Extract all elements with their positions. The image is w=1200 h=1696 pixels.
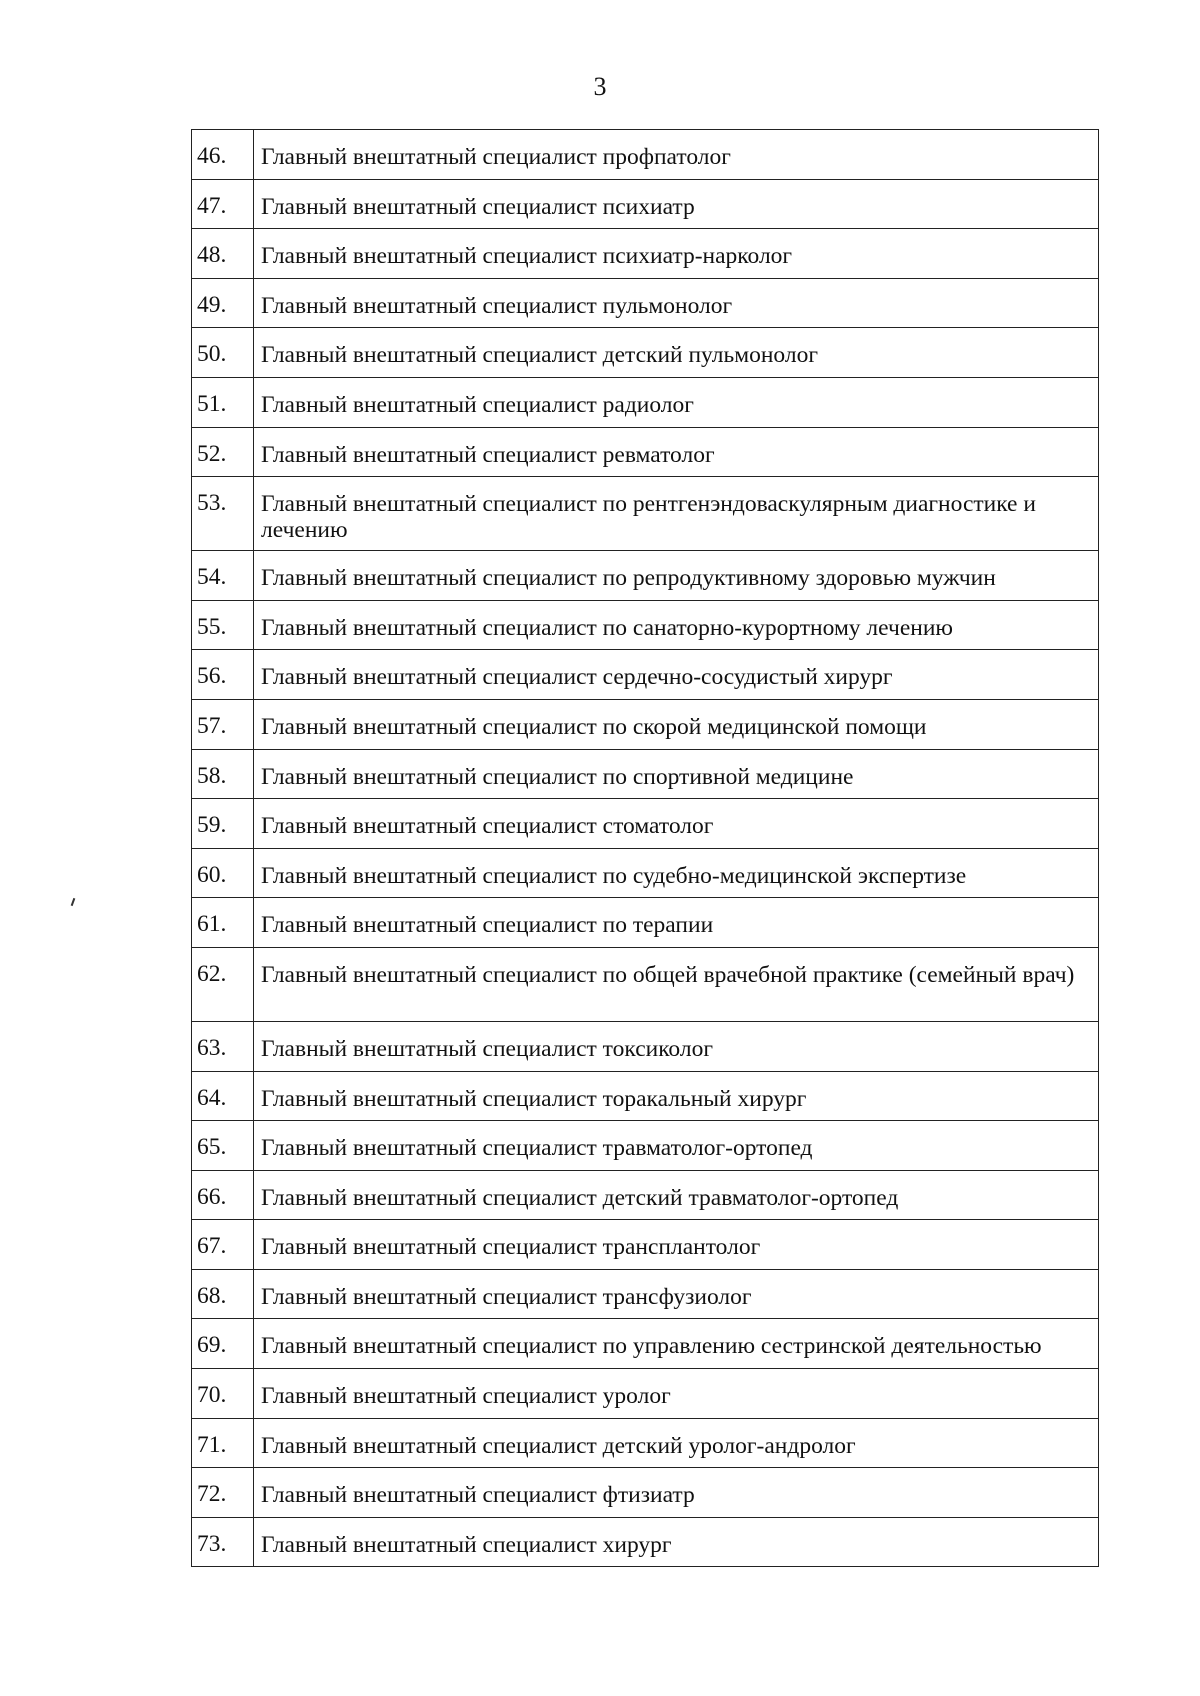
row-number: 69.: [192, 1319, 254, 1369]
table-row: [192, 1220, 1099, 1270]
table-row: [192, 477, 1099, 551]
row-number: 55.: [192, 600, 254, 650]
row-title: Главный внештатный специалист детский пульмонолог: [254, 328, 1099, 378]
row-number: 72.: [192, 1468, 254, 1518]
table-row: [192, 328, 1099, 378]
row-title: Главный внештатный специалист психиатр: [254, 179, 1099, 229]
scan-artifact-mark: [71, 898, 76, 906]
table-row: [192, 699, 1099, 749]
table-row: [192, 1369, 1099, 1419]
row-number: 66.: [192, 1170, 254, 1220]
row-number: 47.: [192, 179, 254, 229]
table-row: [192, 1269, 1099, 1319]
table-row: [192, 600, 1099, 650]
row-number: 63.: [192, 1021, 254, 1071]
table-row: [192, 1021, 1099, 1071]
table-row: [192, 848, 1099, 898]
row-title: Главный внештатный специалист по санаторно-курортному лечению: [254, 600, 1099, 650]
row-number: 58.: [192, 749, 254, 799]
specialists-table: [191, 129, 1099, 1567]
row-title: Главный внештатный специалист стоматолог: [254, 799, 1099, 849]
row-number: 60.: [192, 848, 254, 898]
table-row: [192, 1071, 1099, 1121]
table-row: [192, 1170, 1099, 1220]
row-number: 64.: [192, 1071, 254, 1121]
row-title: Главный внештатный специалист детский травматолог-ортопед: [254, 1170, 1099, 1220]
row-title: Главный внештатный специалист детский уролог-андролог: [254, 1418, 1099, 1468]
page-number: 3: [593, 72, 607, 101]
table-row: [192, 650, 1099, 700]
row-number: 56.: [192, 650, 254, 700]
table-row: [192, 551, 1099, 601]
row-title: Главный внештатный специалист хирург: [254, 1517, 1099, 1567]
row-title: Главный внештатный специалист сердечно-сосудистый хирург: [254, 650, 1099, 700]
row-title: Главный внештатный специалист фтизиатр: [254, 1468, 1099, 1518]
row-title: Главный внештатный специалист по рентгенэндоваскулярным диагностике и лечению: [254, 477, 1099, 551]
row-number: 70.: [192, 1369, 254, 1419]
row-title: Главный внештатный специалист по репродуктивному здоровью мужчин: [254, 551, 1099, 601]
table-row: [192, 1418, 1099, 1468]
row-title: Главный внештатный специалист по спортивной медицине: [254, 749, 1099, 799]
table-row: [192, 1121, 1099, 1171]
row-number: 62.: [192, 947, 254, 1021]
row-title: Главный внештатный специалист трансплантолог: [254, 1220, 1099, 1270]
row-title: Главный внештатный специалист профпатолог: [254, 130, 1099, 180]
row-number: 48.: [192, 229, 254, 279]
table-row: [192, 1319, 1099, 1369]
row-title: Главный внештатный специалист пульмонолог: [254, 278, 1099, 328]
row-number: 67.: [192, 1220, 254, 1270]
table-row: [192, 229, 1099, 279]
row-number: 50.: [192, 328, 254, 378]
table-row: [192, 947, 1099, 1021]
row-title: Главный внештатный специалист по скорой медицинской помощи: [254, 699, 1099, 749]
row-number: 51.: [192, 377, 254, 427]
row-number: 53.: [192, 477, 254, 551]
row-title: Главный внештатный специалист ревматолог: [254, 427, 1099, 477]
table-row: [192, 278, 1099, 328]
table-row: [192, 427, 1099, 477]
table-row: [192, 130, 1099, 180]
row-title: Главный внештатный специалист травматолог-ортопед: [254, 1121, 1099, 1171]
table-row: [192, 799, 1099, 849]
row-number: 54.: [192, 551, 254, 601]
row-title: Главный внештатный специалист торакальный хирург: [254, 1071, 1099, 1121]
table-row: [192, 1468, 1099, 1518]
row-title: Главный внештатный специалист радиолог: [254, 377, 1099, 427]
table-row: [192, 377, 1099, 427]
row-title: Главный внештатный специалист по судебно-медицинской экспертизе: [254, 848, 1099, 898]
row-number: 46.: [192, 130, 254, 180]
row-title: Главный внештатный специалист по управлению сестринской деятельностью: [254, 1319, 1099, 1369]
row-number: 59.: [192, 799, 254, 849]
row-number: 73.: [192, 1517, 254, 1567]
row-title: Главный внештатный специалист психиатр-нарколог: [254, 229, 1099, 279]
row-number: 68.: [192, 1269, 254, 1319]
row-number: 49.: [192, 278, 254, 328]
row-title: Главный внештатный специалист токсиколог: [254, 1021, 1099, 1071]
row-number: 65.: [192, 1121, 254, 1171]
row-number: 52.: [192, 427, 254, 477]
table-row: [192, 749, 1099, 799]
table-row: [192, 179, 1099, 229]
table-row: [192, 898, 1099, 948]
table-row: [192, 1517, 1099, 1567]
row-number: 61.: [192, 898, 254, 948]
row-title: Главный внештатный специалист по терапии: [254, 898, 1099, 948]
row-title: Главный внештатный специалист по общей врачебной практике (семейный врач): [254, 947, 1099, 1021]
row-number: 57.: [192, 699, 254, 749]
row-title: Главный внештатный специалист уролог: [254, 1369, 1099, 1419]
row-number: 71.: [192, 1418, 254, 1468]
row-title: Главный внештатный специалист трансфузиолог: [254, 1269, 1099, 1319]
